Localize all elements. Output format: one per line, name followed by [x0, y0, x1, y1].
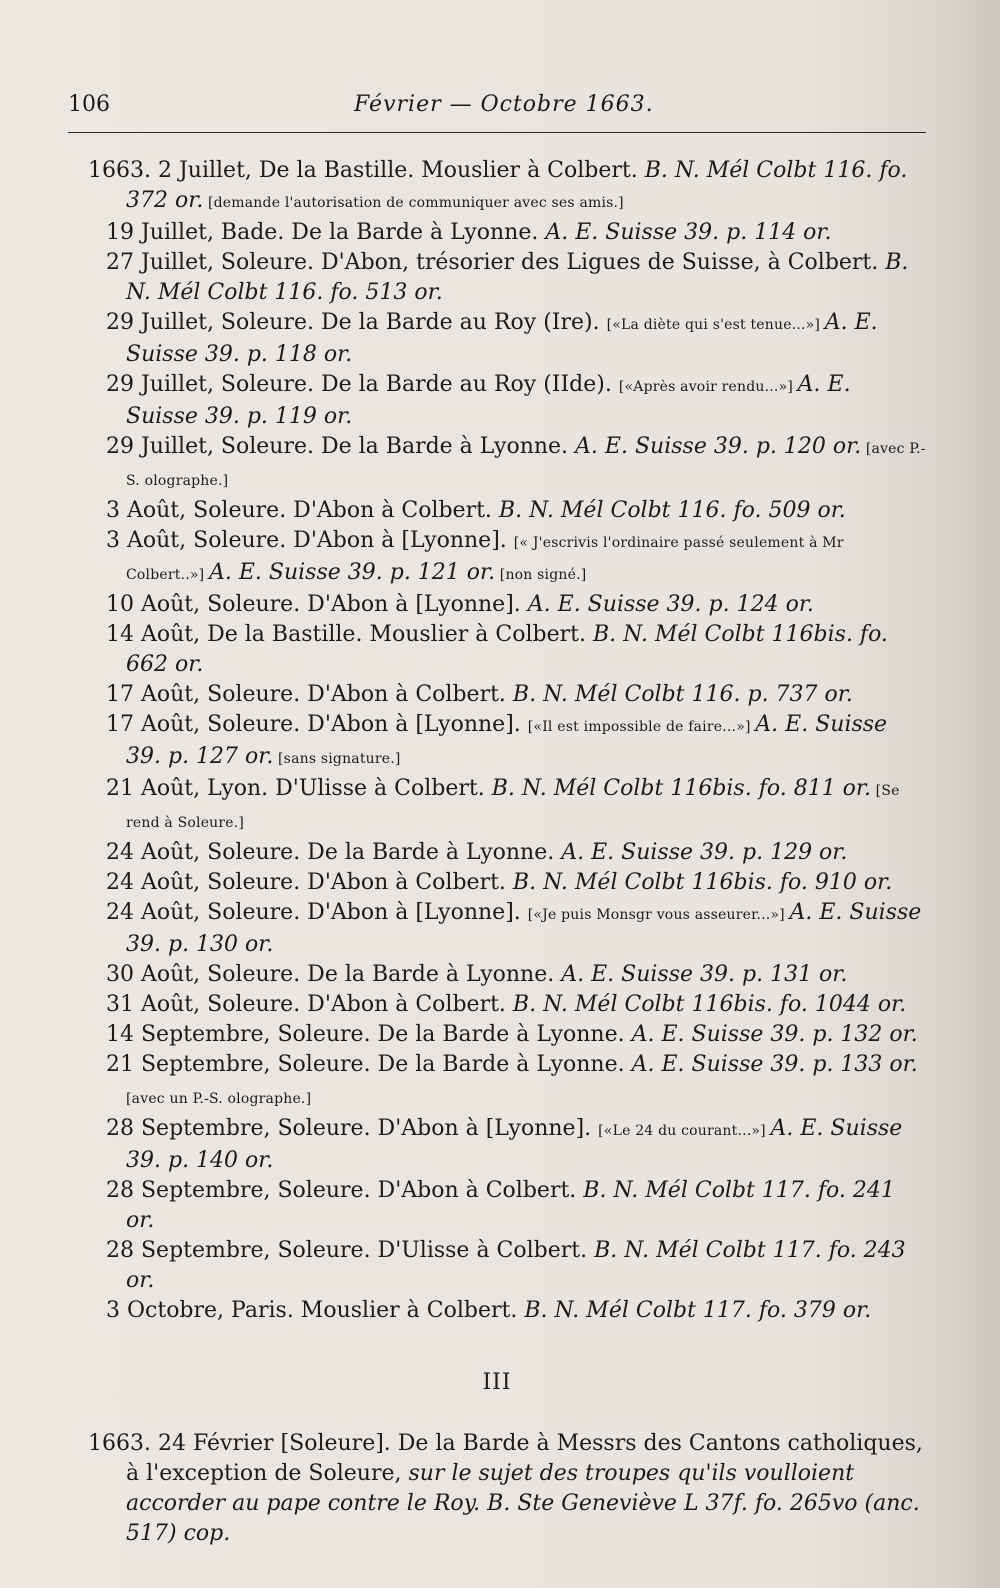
- entry-lead: 29 Juillet, Soleure. De la Barde au Roy (IIde).: [106, 372, 619, 397]
- entry-source: A. E. Suisse 39. p. 130 or.: [126, 900, 922, 957]
- entry-note: [«Après avoir rendu...»]: [618, 379, 798, 395]
- entry-note: [sans signature.]: [273, 751, 401, 767]
- entry-source: A. E. Suisse 39. p. 120 or.: [575, 434, 862, 459]
- entry-note: [avec un P.-S. olographe.]: [126, 1091, 312, 1107]
- section-title: III: [482, 1370, 512, 1395]
- entries-list: [68, 156, 926, 1549]
- entry-note: [Se rend à Soleure.]: [126, 783, 900, 831]
- entry-source: A. E. Suisse 39. p. 124 or.: [527, 592, 814, 617]
- entry-source: B. N. Mél Colbt 116. fo. 513 or.: [126, 250, 909, 305]
- list-item: [68, 1114, 926, 1176]
- entry-lead: 31 Août, Soleure. D'Abon à Colbert.: [106, 992, 513, 1017]
- list-item: [68, 960, 926, 990]
- entry-lead: 1663. 2 Juillet, De la Bastille. Mouslier à Colbert.: [88, 158, 645, 183]
- entry-source: B. N. Mél Colbt 116bis. fo. 811 or.: [491, 776, 872, 801]
- entry-lead: 24 Août, Soleure. D'Abon à Colbert.: [106, 870, 513, 895]
- entry-note: [demande l'autorisation de communiquer avec ses amis.]: [203, 195, 624, 211]
- entry-source: A. E. Suisse 39. p. 114 or.: [545, 220, 832, 245]
- entry-source: sur le sujet des troupes qu'ils voulloient accorder au pape contre le Roy. B. Ste Geneviève L 37f. fo. 265vo (anc. 517) cop.: [126, 1461, 920, 1546]
- entry-source: B. N. Mél Colbt 116bis. fo. 662 or.: [126, 622, 888, 677]
- list-item: [68, 774, 926, 838]
- entry-lead: 24 Août, Soleure. D'Abon à [Lyonne].: [106, 900, 528, 925]
- entry-lead: 28 Septembre, Soleure. D'Abon à Colbert.: [106, 1178, 584, 1203]
- entry-lead: 30 Août, Soleure. De la Barde à Lyonne.: [106, 962, 562, 987]
- entry-lead: 19 Juillet, Bade. De la Barde à Lyonne.: [106, 220, 546, 245]
- entry-lead: 17 Août, Soleure. D'Abon à Colbert.: [106, 682, 513, 707]
- entry-lead: 3 Août, Soleure. D'Abon à [Lyonne].: [106, 528, 514, 553]
- entry-source: B. N. Mél Colbt 116bis. fo. 1044 or.: [512, 992, 907, 1017]
- list-item: [68, 990, 926, 1020]
- list-item: [68, 1176, 926, 1236]
- list-item: [68, 710, 926, 774]
- entry-lead: 1663. 24 Février [Soleure]. De la Barde à Messrs des Cantons catholiques, à l'exception de Soleure,: [88, 1431, 923, 1486]
- entry-lead: 29 Juillet, Soleure. De la Barde au Roy (Ire).: [106, 310, 607, 335]
- entry-source: B. N. Mél Colbt 117. fo. 241 or.: [126, 1178, 895, 1233]
- entry-source: B. N. Mél Colbt 117. fo. 243 or.: [126, 1238, 906, 1293]
- list-item: [68, 1050, 926, 1114]
- list-item: [68, 432, 926, 496]
- list-item: [68, 1296, 926, 1326]
- page-number: 106: [68, 92, 110, 117]
- list-item: [68, 156, 926, 218]
- entry-lead: 21 Septembre, Soleure. De la Barde à Lyonne.: [106, 1052, 632, 1077]
- entry-lead: 29 Juillet, Soleure. De la Barde à Lyonne.: [106, 434, 576, 459]
- list-item: [68, 248, 926, 308]
- entry-note: [«La diète qui s'est tenue...»]: [606, 317, 825, 333]
- entry-source: B. N. Mél Colbt 116. fo. 372 or.: [126, 158, 908, 213]
- entry-source: A. E. Suisse 39. p. 133 or.: [631, 1052, 918, 1077]
- entry-lead: 10 Août, Soleure. D'Abon à [Lyonne].: [106, 592, 528, 617]
- running-title: Février — Octobre 1663.: [354, 92, 654, 117]
- list-item: [68, 370, 926, 432]
- entry-note: [non signé.]: [495, 567, 587, 583]
- entry-note: [«Le 24 du courant...»]: [598, 1123, 771, 1139]
- entry-note: [«Il est impossible de faire...»]: [527, 719, 756, 735]
- list-item: [68, 1236, 926, 1296]
- entry-lead: 3 Août, Soleure. D'Abon à Colbert.: [106, 498, 499, 523]
- entry-source: A. E. Suisse 39. p. 129 or.: [561, 840, 848, 865]
- list-item: [68, 620, 926, 680]
- entry-lead: 14 Août, De la Bastille. Mouslier à Colbert.: [106, 622, 593, 647]
- list-item: [68, 526, 926, 590]
- entry-note: [avec P.-S. olographe.]: [126, 441, 926, 489]
- list-item: [68, 590, 926, 620]
- entry-source: A. E. Suisse 39. p. 127 or.: [126, 712, 888, 769]
- entry-lead: 27 Juillet, Soleure. D'Abon, trésorier des Ligues de Suisse, à Colbert.: [106, 250, 886, 275]
- list-item: [68, 308, 926, 370]
- entry-source: A. E. Suisse 39. p. 131 or.: [561, 962, 848, 987]
- list-item: [68, 898, 926, 960]
- entry-source: A. E. Suisse 39. p. 119 or.: [126, 372, 851, 429]
- final-entry: [68, 1429, 926, 1549]
- entry-source: A. E. Suisse 39. p. 121 or.: [208, 560, 496, 585]
- page-header: [68, 92, 926, 133]
- entry-note: [« J'escrivis l'ordinaire passé seulement à Mr Colbert..»]: [126, 535, 844, 583]
- entry-lead: 24 Août, Soleure. De la Barde à Lyonne.: [106, 840, 562, 865]
- entry-lead: 17 Août, Soleure. D'Abon à [Lyonne].: [106, 712, 528, 737]
- entry-note: [«Je puis Monsgr vous asseurer...»]: [527, 907, 790, 923]
- entry-lead: 28 Septembre, Soleure. D'Ulisse à Colbert.: [106, 1238, 595, 1263]
- list-item: [68, 868, 926, 898]
- entry-source: A. E. Suisse 39. p. 132 or.: [631, 1022, 918, 1047]
- list-item: [68, 218, 926, 248]
- entry-source: B. N. Mél Colbt 116bis. fo. 910 or.: [512, 870, 893, 895]
- entry-lead: 14 Septembre, Soleure. De la Barde à Lyonne.: [106, 1022, 632, 1047]
- list-item: [68, 838, 926, 868]
- list-item: [68, 680, 926, 710]
- entry-source: A. E. Suisse 39. p. 140 or.: [126, 1116, 903, 1173]
- entry-lead: 3 Octobre, Paris. Mouslier à Colbert.: [106, 1298, 525, 1323]
- list-item: [68, 496, 926, 526]
- entry-lead: 28 Septembre, Soleure. D'Abon à [Lyonne].: [106, 1116, 599, 1141]
- entry-source: B. N. Mél Colbt 116. fo. 509 or.: [498, 498, 846, 523]
- list-item: [68, 1020, 926, 1050]
- entry-lead: 21 Août, Lyon. D'Ulisse à Colbert.: [106, 776, 492, 801]
- entry-source: B. N. Mél Colbt 116. p. 737 or.: [512, 682, 853, 707]
- entry-source: A. E. Suisse 39. p. 118 or.: [126, 310, 878, 367]
- entry-source: B. N. Mél Colbt 117. fo. 379 or.: [524, 1298, 872, 1323]
